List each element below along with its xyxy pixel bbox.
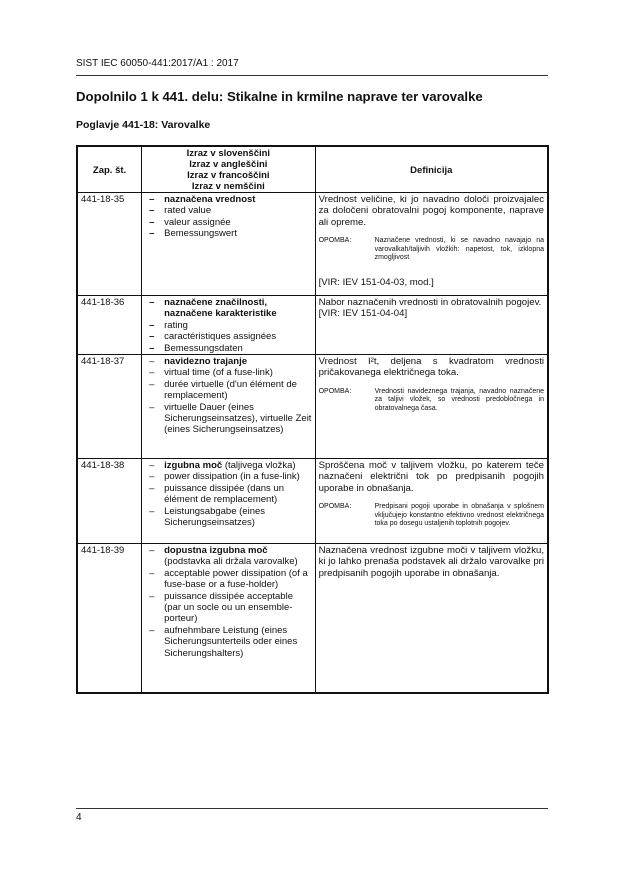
term-text: virtual time (of a fuse-link): [164, 367, 273, 379]
definition-cell: [315, 544, 548, 693]
header-term-en: Izraz v angleščini: [189, 159, 268, 170]
definition-text: Naznačena vrednost izgubne moči v taljivem vložku, ki jo lahko prenaša podstavek ali držalo varovalke pri predpisanih pogojih uporabe in obnašanja.: [318, 545, 544, 579]
definition-cell: [315, 193, 548, 296]
source-reference: [VIR: IEV 151-04-03, mod.]: [318, 277, 434, 288]
header-term-fr: Izraz v francoščini: [187, 170, 270, 181]
term-text: power dissipation (in a fuse-link): [164, 471, 300, 483]
note: [319, 237, 544, 263]
dash-icon: –: [149, 367, 155, 379]
term-list: [145, 545, 311, 659]
term-item: [145, 343, 311, 354]
term-text: acceptable power dissipation (of a fuse-base or a fuse-holder): [164, 567, 308, 591]
term-list: [145, 194, 311, 240]
term-number: 441-18-38: [77, 459, 142, 544]
dash-icon: –: [149, 471, 155, 483]
header-term-sl: Izraz v slovenščini: [186, 148, 271, 159]
term-text: (taljivega vložka): [222, 460, 296, 472]
term-text: Bemessungsdaten: [164, 342, 243, 354]
term-item: [145, 379, 311, 402]
table-row: [77, 193, 548, 296]
term-text: puissance dissipée (dans un élément de remplacement): [164, 482, 285, 506]
definition-text: Vrednost I²t, deljena s kvadratom vrednosti pričakovanega električnega toka.: [318, 356, 544, 379]
term-item: [145, 568, 311, 591]
section-subtitle: Poglavje 441-18: Varovalke: [76, 119, 211, 131]
definition-cell: [315, 355, 548, 459]
dash-icon: –: [149, 216, 155, 228]
page-title: Dopolnilo 1 k 441. delu: Stikalne in krmilne naprave ter varovalke: [76, 89, 483, 104]
term-bold: naznačene značilnosti, naznačene karakteristike: [164, 297, 277, 320]
dash-icon: –: [149, 460, 155, 472]
note: [319, 388, 544, 414]
note-label: OPOMBA:: [318, 237, 352, 245]
table-row: [77, 459, 548, 544]
term-item: [145, 367, 311, 378]
term-list: [145, 460, 311, 528]
term-text: puissance dissipée acceptable (par un socle ou un ensemble-porteur): [164, 590, 293, 625]
note-text: Naznačene vrednosti, ki se navadno navajajo na varovalkah/taljivih vložkih: napetost, tok, izklopna zmogljivost: [374, 237, 544, 262]
term-item: [145, 471, 311, 482]
definition-cell: [315, 296, 548, 355]
definition-cell: [315, 459, 548, 544]
term-text: durée virtuelle (d'un élément de remplacement): [164, 378, 297, 402]
dash-icon: –: [149, 356, 155, 368]
definition-text: Nabor naznačenih vrednosti in obratovalnih pogojev.: [318, 297, 542, 308]
term-item: [145, 228, 311, 239]
source-reference: [VIR: IEV 151-04-04]: [318, 308, 408, 320]
term-number: 441-18-36: [77, 296, 142, 355]
dash-icon: –: [149, 482, 155, 494]
definition-text: Vrednost veličine, ki jo navadno določi proizvajalec za določeni obratovalni pogoj komponente, naprave ali opreme.: [318, 194, 544, 228]
note-text: Predpisani pogoji uporabe in obnašanja v splošnem vključujejo konstantno efektivno vrednost električnega toka po dosegu ustaljenih toplotnih pogojev.: [374, 503, 544, 528]
table-row: [77, 544, 548, 693]
term-text: virtuelle Dauer (eines Sicherungseinsatzes), virtuelle Zeit (eines Sicherungseinsatzes): [164, 401, 312, 436]
term-text: rated value: [164, 205, 212, 217]
dash-icon: –: [149, 505, 155, 517]
term-item: [145, 625, 311, 659]
term-cell: [142, 296, 315, 355]
dash-icon: –: [149, 194, 155, 205]
term-item: [145, 297, 311, 320]
dash-icon: –: [149, 590, 155, 602]
note-text: Vrednosti navideznega trajanja, navadno naznačene za taljivi vložek, so vrednosti predobločnega in obratovalnega časa.: [374, 387, 544, 413]
note-label: OPOMBA:: [318, 503, 352, 511]
dash-icon: –: [149, 205, 155, 217]
dash-icon: –: [149, 228, 155, 240]
header-terms: [142, 146, 315, 193]
dash-icon: –: [149, 545, 155, 557]
term-item: [145, 591, 311, 625]
page-number: 4: [76, 812, 82, 823]
dash-icon: –: [149, 567, 155, 579]
dash-icon: –: [149, 624, 155, 636]
term-item: [145, 506, 311, 529]
terms-table: [76, 145, 549, 694]
term-item: [145, 460, 311, 471]
footer-rule: [76, 808, 548, 809]
document-header-id: SIST IEC 60050-441:2017/A1 : 2017: [76, 58, 239, 69]
dash-icon: –: [149, 401, 155, 413]
term-item: [145, 194, 311, 205]
header-rule: [76, 75, 548, 76]
header-number: Zap. št.: [77, 146, 142, 193]
term-item: [145, 402, 311, 436]
table-row: [77, 355, 548, 459]
term-bold: navidezno trajanje: [164, 356, 248, 368]
term-bold: izgubna moč: [164, 460, 223, 472]
definition-text: Sproščena moč v taljivem vložku, po katerem teče naznačeni električni tok po predpisanih pogojih uporabe in obnašanja.: [318, 460, 544, 494]
term-list: [145, 297, 311, 354]
term-text: Leistungsabgabe (eines Sicherungseinsatzes): [164, 505, 266, 529]
table-header-row: [77, 146, 548, 193]
dash-icon: –: [149, 297, 155, 308]
term-item: [145, 320, 311, 331]
term-cell: [142, 544, 315, 693]
term-item: [145, 331, 311, 342]
dash-icon: –: [149, 331, 155, 343]
term-text: valeur assignée: [164, 216, 231, 228]
term-text: aufnehmbare Leistung (eines Sicherungsunterteils oder eines Sicherungshalters): [164, 624, 298, 659]
term-bold: naznačena vrednost: [164, 194, 256, 205]
term-cell: [142, 355, 315, 459]
term-item: [145, 356, 311, 367]
term-text: caractéristiques assignées: [164, 331, 277, 343]
term-text: rating: [164, 319, 188, 331]
term-item: [145, 205, 311, 216]
term-number: 441-18-39: [77, 544, 142, 693]
term-bold: dopustna izgubna moč: [164, 545, 268, 557]
term-number: 441-18-37: [77, 355, 142, 459]
term-cell: [142, 193, 315, 296]
term-item: [145, 545, 311, 568]
term-item: [145, 217, 311, 228]
term-text: Bemessungswert: [164, 228, 237, 240]
note-label: OPOMBA:: [318, 387, 352, 395]
note: [319, 503, 544, 529]
term-item: [145, 483, 311, 506]
header-term-de: Izraz v nemščini: [191, 181, 265, 192]
dash-icon: –: [149, 342, 155, 354]
term-number: 441-18-35: [77, 193, 142, 296]
term-list: [145, 356, 311, 436]
header-definition: Definicija: [315, 146, 548, 193]
term-text: (podstavka ali držala varovalke): [164, 556, 298, 568]
term-cell: [142, 459, 315, 544]
dash-icon: –: [149, 378, 155, 390]
table-row: [77, 296, 548, 355]
dash-icon: –: [149, 319, 155, 331]
